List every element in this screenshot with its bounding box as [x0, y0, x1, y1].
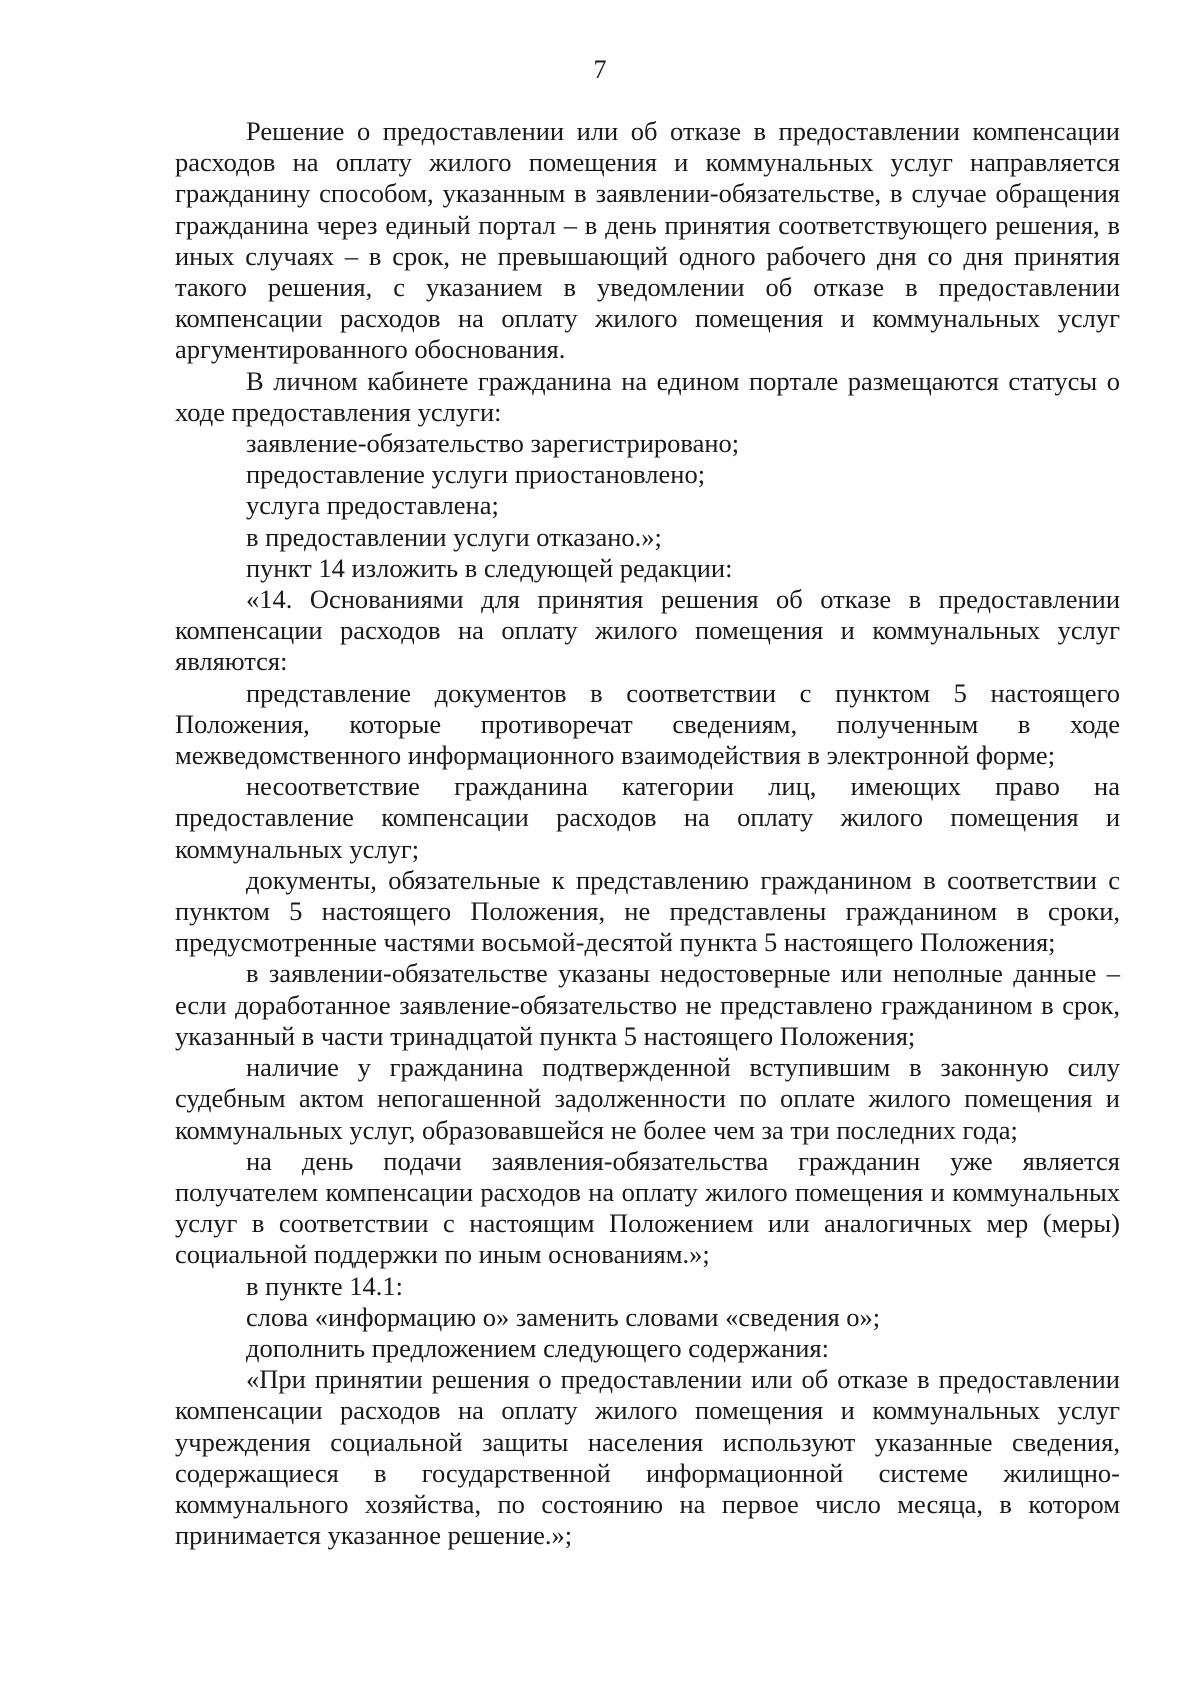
page-number: 7 — [593, 55, 607, 84]
list-item: в заявлении-обязательстве указаны недостоверные или неполные данные – если доработанное заявление-обязательство не представлено гражданином в срок, указанный в части тринадцатой пункта 5 настоящего Положения; — [175, 958, 1120, 1051]
list-item: несоответствие гражданина категории лиц, имеющих право на предоставление компенсации расходов на оплату жилого помещения и коммунальных услуг; — [175, 771, 1120, 864]
paragraph: В личном кабинете гражданина на едином портале размещаются статусы о ходе предоставления услуги: — [175, 365, 1120, 427]
list-item: услуга предоставлена; — [246, 490, 499, 521]
paragraph: слова «информацию о» заменить словами «сведения о»; — [246, 1301, 881, 1332]
list-item: на день подачи заявления-обязательства гражданин уже является получателем компенсации расходов на оплату жилого помещения и коммунальных услуг в соответствии с настоящим Положением или аналогичных мер (меры) социальной поддержки по иным основаниям.»; — [175, 1145, 1120, 1270]
paragraph: «При принятии решения о предоставлении или об отказе в предоставлении компенсации расходов на оплату жилого помещения и коммунальных услуг учреждения социальной защиты населения используют указанные сведения, содержащиеся в государственной информационной системе жилищно-коммунального хозяйства, по состоянию на первое число месяца, в котором принимается указанное решение.»; — [175, 1364, 1120, 1551]
list-item: представление документов в соответствии с пунктом 5 настоящего Положения, которые противоречат сведениям, полученным в ходе межведомственного информационного взаимодействия в электронной форме; — [175, 677, 1120, 771]
paragraph: дополнить предложением следующего содержания: — [246, 1332, 829, 1363]
document-body — [175, 116, 1120, 1551]
list-item: предоставление услуги приостановлено; — [246, 459, 706, 490]
paragraph: «14. Основаниями для принятия решения об отказе в предоставлении компенсации расходов на оплату жилого помещения и коммунальных услуг являются: — [175, 584, 1120, 677]
paragraph: Решение о предоставлении или об отказе в предоставлении компенсации расходов на оплату жилого помещения и коммунальных услуг направляется гражданину способом, указанным в заявлении-обязательстве, в случае обращения гражданина через единый портал – в день принятия соответствующего решения, в иных случаях – в срок, не превышающий одного рабочего дня со дня принятия такого решения, с указанием в уведомлении об отказе в предоставлении компенсации расходов на оплату жилого помещения и коммунальных услуг аргументированного обоснования. — [175, 116, 1120, 365]
list-item: документы, обязательные к представлению гражданином в соответствии с пунктом 5 настоящего Положения, не представлены гражданином в сроки, предусмотренные частями восьмой-десятой пункта 5 настоящего Положения; — [175, 864, 1120, 958]
list-item: в предоставлении услуги отказано.»; — [246, 521, 662, 552]
list-item: наличие у гражданина подтвержденной вступившим в законную силу судебным актом непогашенной задолженности по оплате жилого помещения и коммунальных услуг, образовавшейся не более чем за три последних года; — [175, 1052, 1120, 1145]
paragraph: в пункте 14.1: — [246, 1270, 403, 1301]
paragraph: пункт 14 изложить в следующей редакции: — [246, 552, 733, 583]
list-item: заявление-обязательство зарегистрировано; — [246, 428, 740, 459]
